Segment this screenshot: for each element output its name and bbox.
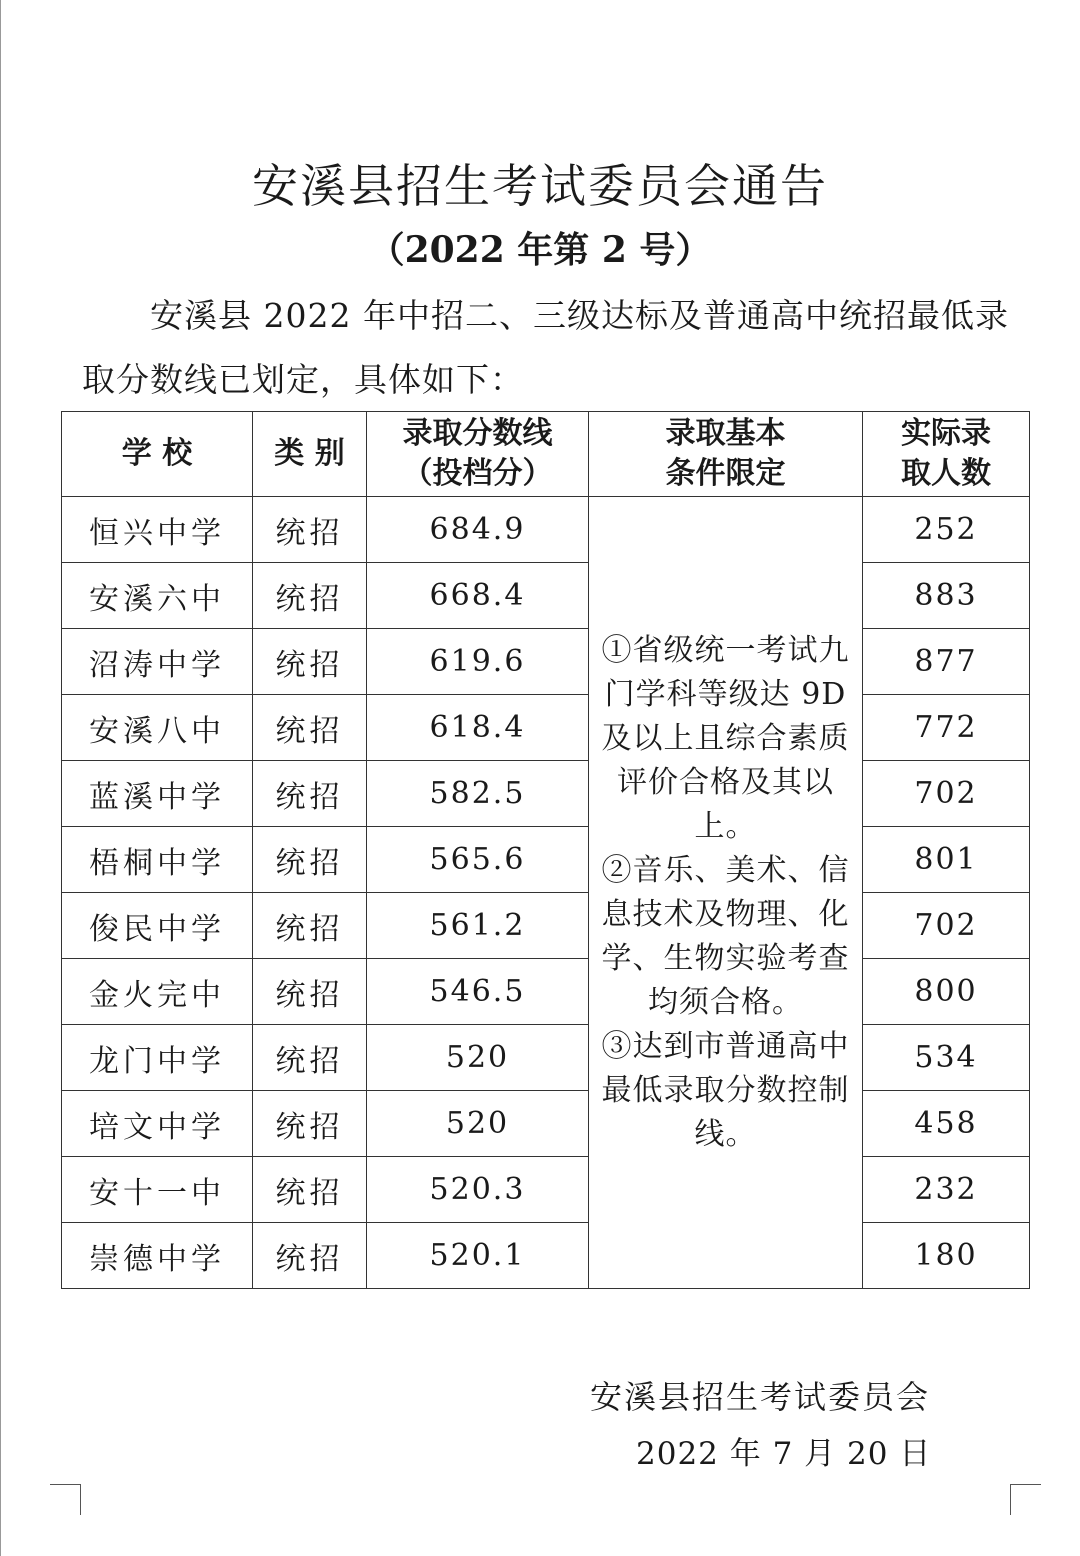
notice-number: （2022 年第 2 号） xyxy=(368,229,712,271)
school-name: 金火完中 xyxy=(62,959,253,1025)
admission-type: 统招 xyxy=(253,893,367,959)
school-name: 恒兴中学 xyxy=(62,497,253,563)
admitted-count: 534 xyxy=(863,1025,1030,1091)
admitted-count: 772 xyxy=(863,695,1030,761)
score-line: 618.4 xyxy=(367,695,589,761)
school-name: 崇德中学 xyxy=(62,1223,253,1289)
admission-type: 统招 xyxy=(253,827,367,893)
table-row xyxy=(62,497,1030,563)
table-header-row xyxy=(62,412,1030,497)
issue-date: 2022 年 7 月 20 日 xyxy=(636,1436,932,1472)
score-line: 565.6 xyxy=(367,827,589,893)
admitted-count: 458 xyxy=(863,1091,1030,1157)
issuer-signature: 安溪县招生考试委员会 xyxy=(590,1378,931,1416)
admitted-count: 702 xyxy=(863,893,1030,959)
admitted-count: 702 xyxy=(863,761,1030,827)
page-corner-mark-right xyxy=(1010,1484,1041,1515)
score-line: 668.4 xyxy=(367,563,589,629)
table-row xyxy=(62,893,1030,959)
table-row xyxy=(62,1223,1030,1289)
header-score: 录取分数线 （投档分） xyxy=(367,412,589,497)
school-name: 梧桐中学 xyxy=(62,827,253,893)
table-row xyxy=(62,761,1030,827)
score-line: 520 xyxy=(367,1025,589,1091)
admission-type: 统招 xyxy=(253,497,367,563)
admission-type: 统招 xyxy=(253,629,367,695)
condition-1: ①省级统一考试九门学科等级达 9D 及以上且综合素质评价合格及其以上。 xyxy=(601,632,850,844)
admitted-count: 180 xyxy=(863,1223,1030,1289)
admission-type: 统招 xyxy=(253,1025,367,1091)
notice-intro: 安溪县 2022 年中招二、三级达标及普通高中统招最低录取分数线已划定，具体如下： xyxy=(82,296,1009,399)
notice-title: 安溪县招生考试委员会通告 xyxy=(252,159,828,213)
school-name: 安溪六中 xyxy=(62,563,253,629)
table-row xyxy=(62,1157,1030,1223)
school-name: 安十一中 xyxy=(62,1157,253,1223)
admission-type: 统招 xyxy=(253,1223,367,1289)
admission-score-table xyxy=(61,411,1030,1289)
admitted-count: 883 xyxy=(863,563,1030,629)
school-name: 蓝溪中学 xyxy=(62,761,253,827)
table-row xyxy=(62,1025,1030,1091)
admitted-count: 252 xyxy=(863,497,1030,563)
score-line: 520.3 xyxy=(367,1157,589,1223)
table-body xyxy=(62,497,1030,1289)
score-line: 619.6 xyxy=(367,629,589,695)
table-row xyxy=(62,1091,1030,1157)
table-row xyxy=(62,629,1030,695)
admission-type: 统招 xyxy=(253,563,367,629)
admission-type: 统招 xyxy=(253,761,367,827)
school-name: 龙门中学 xyxy=(62,1025,253,1091)
table-row xyxy=(62,695,1030,761)
admission-type: 统招 xyxy=(253,1091,367,1157)
school-name: 培文中学 xyxy=(62,1091,253,1157)
header-school: 学 校 xyxy=(62,412,253,497)
score-line: 520.1 xyxy=(367,1223,589,1289)
admitted-count: 232 xyxy=(863,1157,1030,1223)
score-line: 520 xyxy=(367,1091,589,1157)
table-row xyxy=(62,959,1030,1025)
table-row xyxy=(62,563,1030,629)
admission-type: 统招 xyxy=(253,959,367,1025)
header-count: 实际录 取人数 xyxy=(863,412,1030,497)
admission-type: 统招 xyxy=(253,1157,367,1223)
page-corner-mark-left xyxy=(50,1484,81,1515)
header-type: 类 别 xyxy=(253,412,367,497)
header-conditions: 录取基本 条件限定 xyxy=(589,412,863,497)
condition-2: ②音乐、美术、信息技术及物理、化学、生物实验考查均须合格。 xyxy=(601,852,850,1020)
score-line: 684.9 xyxy=(367,497,589,563)
school-name: 安溪八中 xyxy=(62,695,253,761)
school-name: 沼涛中学 xyxy=(62,629,253,695)
admitted-count: 801 xyxy=(863,827,1030,893)
admission-conditions xyxy=(589,497,863,1289)
table-row xyxy=(62,827,1030,893)
admission-type: 统招 xyxy=(253,695,367,761)
condition-3: ③达到市普通高中最低录取分数控制线。 xyxy=(601,1028,850,1152)
score-line: 546.5 xyxy=(367,959,589,1025)
admitted-count: 800 xyxy=(863,959,1030,1025)
score-line: 582.5 xyxy=(367,761,589,827)
admitted-count: 877 xyxy=(863,629,1030,695)
school-name: 俊民中学 xyxy=(62,893,253,959)
score-line: 561.2 xyxy=(367,893,589,959)
